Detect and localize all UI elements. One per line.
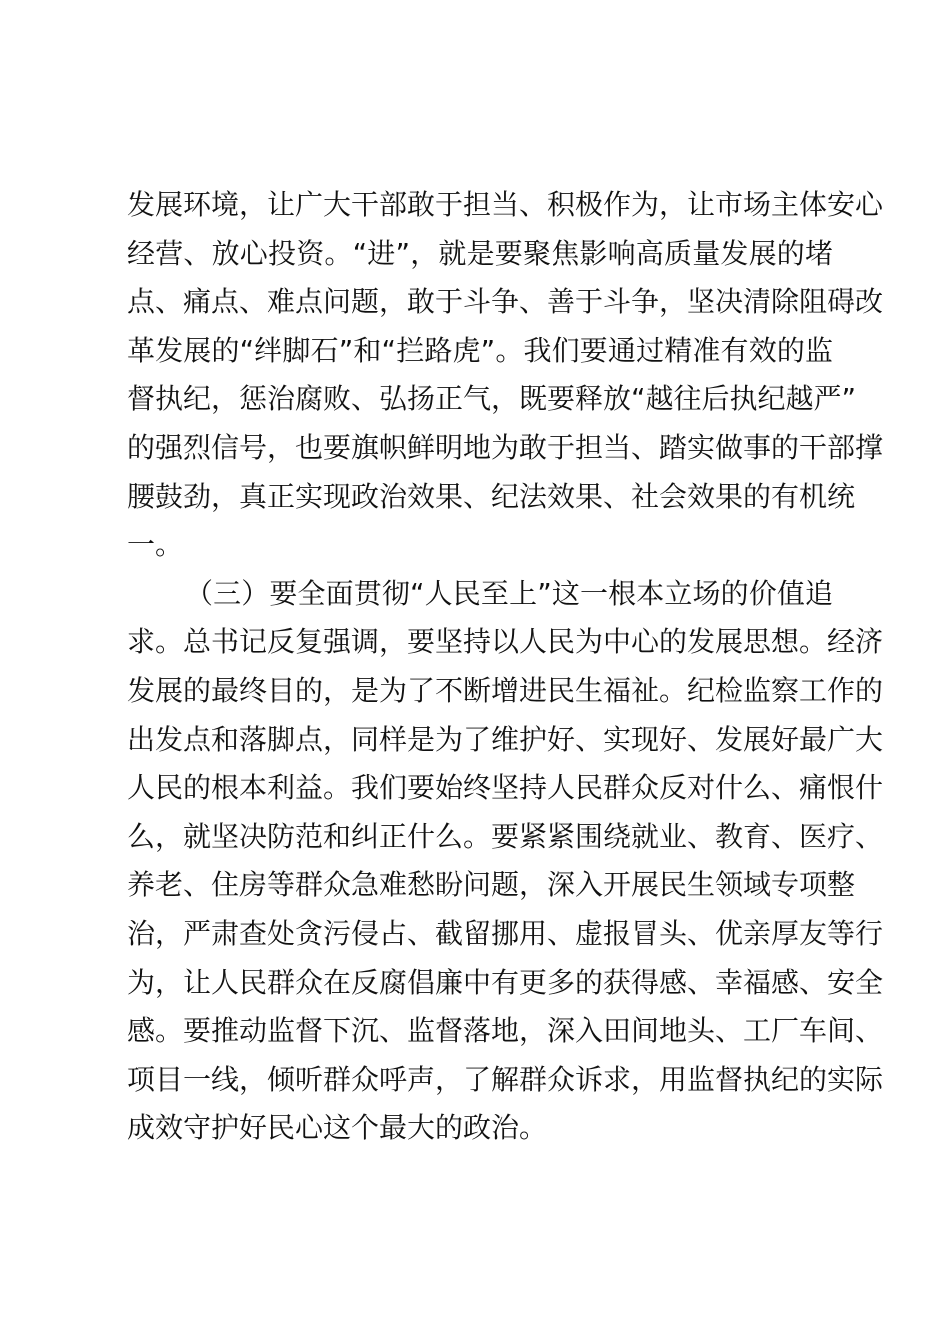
text-line: 发展环境，让广大干部敢于担当、积极作为，让市场主体安心 [127, 188, 884, 221]
text-line: 点、痛点、难点问题，敢于斗争、善于斗争，坚决清除阻碍改 [127, 285, 884, 319]
text-line: 感。要推动监督下沉、监督落地，深入田间地头、工厂车间、 [127, 1014, 884, 1048]
paragraph-1 [127, 181, 884, 570]
text-line: 革发展的“绊脚石”和“拦路虎”。我们要通过精准有效的监 [127, 333, 833, 367]
paragraph-2 [127, 570, 884, 1153]
text-line: 求。总书记反复强调，要坚持以人民为中心的发展思想。经济 [127, 625, 884, 659]
text-line: 为，让人民群众在反腐倡廉中有更多的获得感、幸福感、安全 [127, 965, 884, 999]
text-line: 腰鼓劲，真正实现政治效果、纪法效果、社会效果的有机统 [127, 479, 856, 513]
text-line: 经营、放心投资。“进”，就是要聚焦影响高质量发展的堵 [127, 236, 833, 270]
text-line: 成效守护好民心这个最大的政治。 [127, 1111, 548, 1145]
text-line: 出发点和落脚点，同样是为了维护好、实现好、发展好最广大 [127, 722, 884, 756]
document-page [127, 181, 884, 1153]
text-line: 项目一线，倾听群众呼声，了解群众诉求，用监督执纪的实际 [127, 1062, 884, 1096]
text-line: 的强烈信号，也要旗帜鲜明地为敢于担当、踏实做事的干部撑 [127, 430, 884, 464]
text-line: 养老、住房等群众急难愁盼问题，深入开展民生领域专项整 [127, 868, 856, 902]
text-line: 督执纪，惩治腐败、弘扬正气，既要释放“越往后执纪越严” [127, 382, 857, 416]
text-line: 么，就坚决防范和纠正什么。要紧紧围绕就业、教育、医疗、 [127, 819, 884, 853]
text-line: 治，严肃查处贪污侵占、截留挪用、虚报冒头、优亲厚友等行 [127, 916, 884, 950]
text-line: 发展的最终目的，是为了不断增进民生福祉。纪检监察工作的 [127, 673, 884, 707]
section-heading-line: （三）要全面贯彻“人民至上”这一根本立场的价值追 [185, 576, 833, 610]
text-line: 人民的根本利益。我们要始终坚持人民群众反对什么、痛恨什 [127, 771, 884, 805]
text-line: 一。 [127, 528, 184, 562]
